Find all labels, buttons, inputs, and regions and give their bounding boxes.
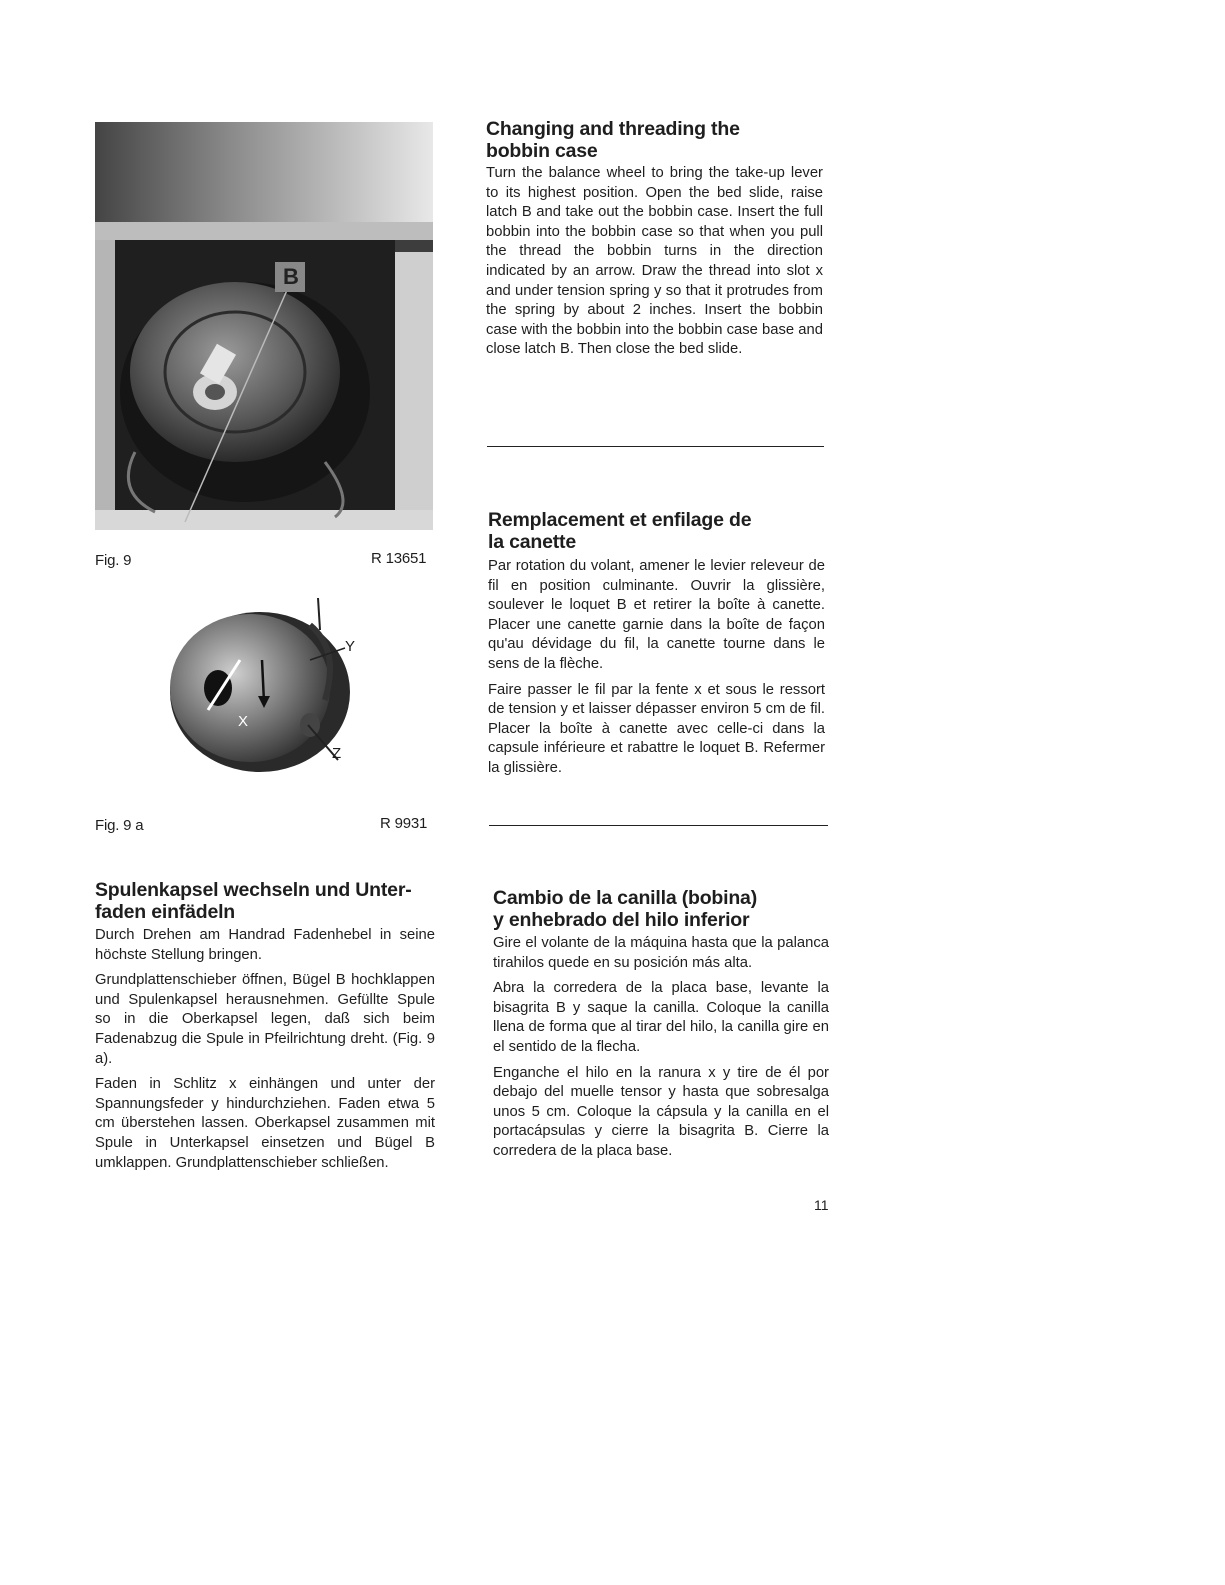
label-z: Z bbox=[332, 745, 342, 762]
section-divider bbox=[489, 825, 828, 826]
bobbin-case-photo-drawing bbox=[95, 122, 433, 530]
fig9a-code: R 9931 bbox=[380, 815, 428, 832]
german-title bbox=[95, 879, 440, 923]
latch-label: B bbox=[283, 264, 299, 289]
bobbin-diagram bbox=[160, 590, 360, 790]
bobbin-diagram-drawing bbox=[160, 590, 360, 790]
french-paragraph-1: Par rotation du volant, amener le levier releveur de fil en position culminante. Ouvrir la glissière, soulever le loquet B et retirer la boîte à canette. Placer une canette garnie dans la boîte de façon qu'au dévidage du fil, la canette tourne dans le sens de la flèche. bbox=[488, 558, 825, 672]
fig9a-caption: Fig. 9 a bbox=[95, 817, 144, 834]
spanish-paragraph-3: Enganche el hilo en la ranura x y tire de él por debajo del muelle tensor y hasta que sobresalga unos 5 cm. Coloque la cápsula y la canilla en el portacápsulas y cierre la bisagrita B. Cierre la corredera de la placa base. bbox=[493, 1064, 829, 1159]
section-divider bbox=[487, 446, 824, 447]
german-body bbox=[95, 926, 435, 1179]
spanish-paragraph-2: Abra la corredera de la placa base, levante la bisagrita B y saque la canilla. Coloque la canilla llena de forma que al tirar del hilo, la canilla gire en el sentido de la flecha. bbox=[493, 980, 829, 1055]
english-title-line2: bobbin case bbox=[486, 140, 598, 162]
french-body bbox=[488, 557, 825, 785]
german-paragraph-3: Faden in Schlitz x einhängen und unter der Spannungsfeder y hindurchziehen. Faden etwa 5 cm überstehen lassen. Oberkapsel zusammen mit Spule in Unterkapsel einsetzen und Bügel B umklappen. Grundplattenschieber schließen. bbox=[95, 1076, 435, 1171]
fig9-caption: Fig. 9 bbox=[95, 552, 132, 569]
french-title-line2: la canette bbox=[488, 531, 576, 553]
english-title-line1: Changing and threading the bbox=[486, 118, 740, 140]
label-x: X bbox=[238, 713, 249, 730]
spanish-title bbox=[493, 887, 833, 931]
german-paragraph-1: Durch Drehen am Handrad Fadenhebel in seine höchste Stellung bringen. bbox=[95, 927, 435, 963]
bobbin-case-photo bbox=[95, 122, 433, 530]
french-title-line1: Remplacement et enfilage de bbox=[488, 509, 752, 531]
spanish-paragraph-1: Gire el volante de la máquina hasta que la palanca tirahilos quede en su posición más alta. bbox=[493, 935, 829, 971]
german-title-line1: Spulenkapsel wechseln und Unter- bbox=[95, 879, 412, 901]
label-y: Y bbox=[345, 638, 356, 655]
english-title bbox=[486, 118, 826, 162]
english-paragraph: Turn the balance wheel to bring the take-up lever to its highest position. Open the bed slide, raise latch B and take out the bobbin case. Insert the full bobbin into the bobbin case so that when you pull the thread the bobbin turns in the direction indicated by an arrow. Draw the thread into slot x and under tension spring y so that it protrudes from the spring by about 2 inches. Insert the bobbin case with the bobbin into the bobbin case base and close latch B. Then close the bed slide. bbox=[486, 165, 823, 358]
french-title bbox=[488, 509, 828, 553]
french-paragraph-2: Faire passer le fil par la fente x et sous le ressort de tension y et laisser dépasser environ 5 cm de fil. Placer la boîte à canette avec celle-ci dans la capsule inférieure et rabattre le loquet B. Refermer la glissière. bbox=[488, 681, 825, 776]
german-paragraph-2: Grundplattenschieber öffnen, Bügel B hochklappen und Spulenkapsel herausnehmen. Gefüllte Spule so in die Oberkapsel legen, daß sich beim Fadenabzug die Spule in Pfeilrichtung dreht. (Fig. 9 a). bbox=[95, 972, 435, 1067]
english-body bbox=[486, 164, 823, 366]
spanish-body bbox=[493, 934, 829, 1168]
spanish-title-line1: Cambio de la canilla (bobina) bbox=[493, 887, 757, 909]
german-title-line2: faden einfädeln bbox=[95, 901, 236, 923]
fig9-code: R 13651 bbox=[371, 550, 427, 567]
page-number: 11 bbox=[814, 1197, 829, 1213]
spanish-title-line2: y enhebrado del hilo inferior bbox=[493, 909, 750, 931]
